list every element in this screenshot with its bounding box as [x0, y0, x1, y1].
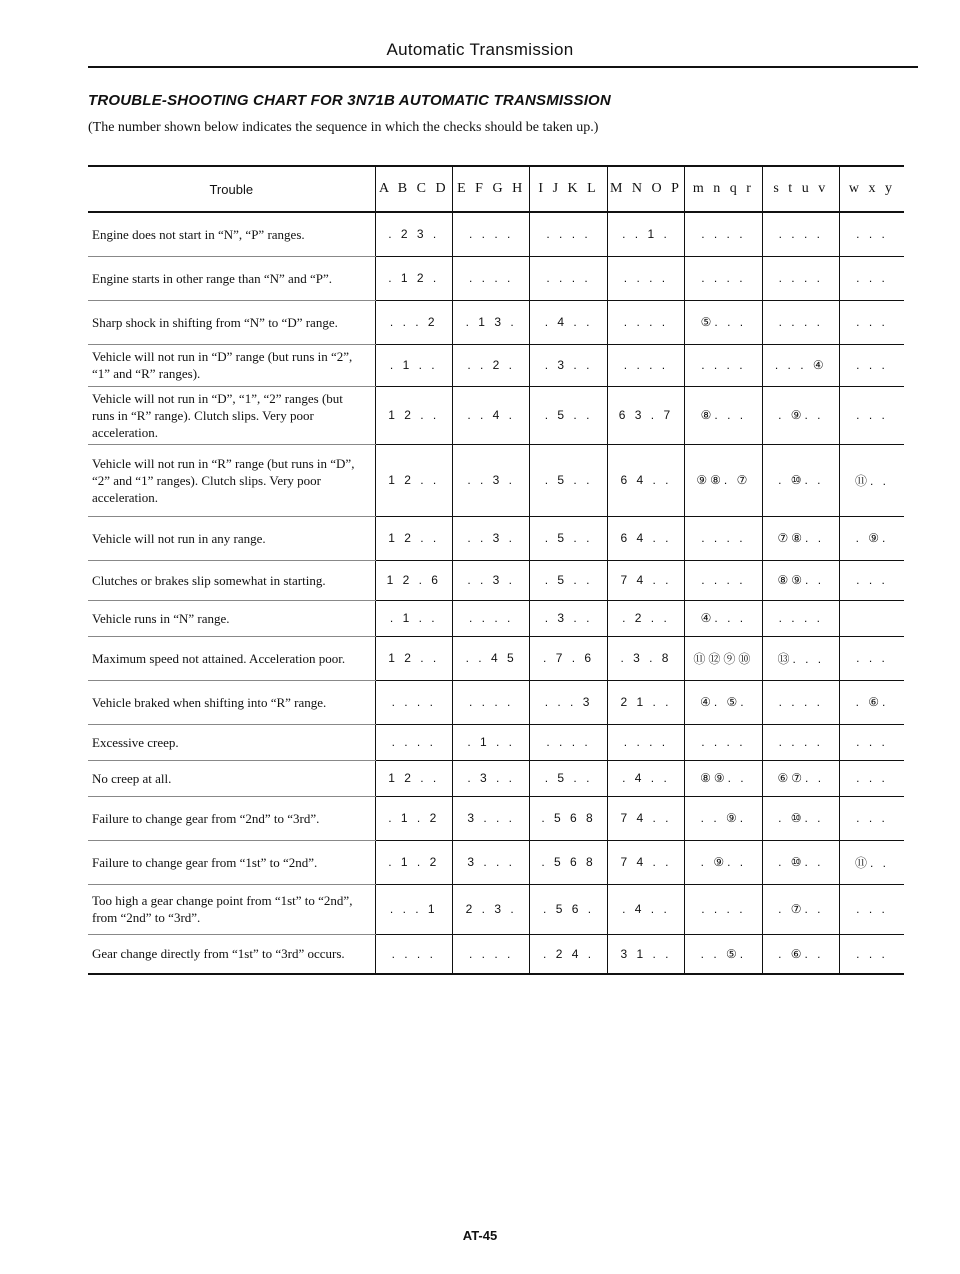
check-sequence-cell: . 5 6 8: [530, 796, 607, 840]
check-sequence-cell: . . . .: [762, 724, 839, 760]
check-sequence-cell: . ⑩. .: [762, 796, 839, 840]
check-sequence-cell: . . . .: [762, 680, 839, 724]
check-sequence-cell: 1 2 . .: [375, 444, 452, 516]
check-sequence-cell: . . 3 .: [452, 560, 529, 600]
check-sequence-cell: . . 4 .: [452, 386, 529, 444]
check-group-header: A B C D: [375, 166, 452, 212]
table-row: [88, 560, 904, 600]
check-sequence-cell: . . .: [839, 212, 904, 256]
check-sequence-cell: ⑪⑫⑨⑩: [685, 636, 762, 680]
check-group-header: w x y: [839, 166, 904, 212]
check-sequence-cell: . ⑨.: [839, 516, 904, 560]
check-sequence-cell: . . . .: [452, 600, 529, 636]
table-row: [88, 636, 904, 680]
trouble-description: Vehicle will not run in “D”, “1”, “2” ranges (but runs in “R” range). Clutch slips. Very poor acceleration.: [88, 386, 375, 444]
table-row: [88, 256, 904, 300]
check-sequence-cell: . . . .: [607, 256, 684, 300]
table-row: [88, 600, 904, 636]
check-sequence-cell: [839, 600, 904, 636]
trouble-description: Vehicle will not run in any range.: [88, 516, 375, 560]
check-sequence-cell: . 2 . .: [607, 600, 684, 636]
check-sequence-cell: . . . .: [762, 300, 839, 344]
check-sequence-cell: 3 . . .: [452, 840, 529, 884]
check-sequence-cell: . . .: [839, 300, 904, 344]
table-row: [88, 884, 904, 934]
check-sequence-cell: . 3 . .: [530, 344, 607, 386]
check-sequence-cell: . . . .: [607, 344, 684, 386]
check-sequence-cell: . . . .: [607, 724, 684, 760]
check-sequence-cell: . . .: [839, 386, 904, 444]
check-sequence-cell: 6 3 . 7: [607, 386, 684, 444]
check-sequence-cell: . 1 . .: [452, 724, 529, 760]
trouble-description: Too high a gear change point from “1st” to “2nd”, from “2nd” to “3rd”.: [88, 884, 375, 934]
check-sequence-cell: . . ⑤.: [685, 934, 762, 974]
trouble-description: Excessive creep.: [88, 724, 375, 760]
check-sequence-cell: ⑪. .: [839, 444, 904, 516]
check-sequence-cell: . 5 . .: [530, 560, 607, 600]
table-row: [88, 344, 904, 386]
check-sequence-cell: . 3 . .: [452, 760, 529, 796]
check-sequence-cell: 3 . . .: [452, 796, 529, 840]
table-row: [88, 300, 904, 344]
check-sequence-cell: 1 2 . .: [375, 516, 452, 560]
check-sequence-cell: . . . .: [685, 724, 762, 760]
check-sequence-cell: ⑪. .: [839, 840, 904, 884]
table-row: [88, 444, 904, 516]
check-sequence-cell: . . . .: [530, 256, 607, 300]
check-sequence-cell: . . . .: [685, 256, 762, 300]
trouble-description: Gear change directly from “1st” to “3rd” occurs.: [88, 934, 375, 974]
header-rule: [88, 66, 918, 68]
check-sequence-cell: . . .: [839, 636, 904, 680]
trouble-description: Clutches or brakes slip somewhat in starting.: [88, 560, 375, 600]
check-sequence-cell: . . .: [839, 560, 904, 600]
trouble-description: No creep at all.: [88, 760, 375, 796]
table-row: [88, 724, 904, 760]
trouble-description: Failure to change gear from “2nd” to “3rd”.: [88, 796, 375, 840]
page-number: AT-45: [462, 1228, 498, 1243]
check-sequence-cell: . 3 . .: [530, 600, 607, 636]
check-sequence-cell: . . .: [839, 256, 904, 300]
check-sequence-cell: . 1 . .: [375, 344, 452, 386]
check-sequence-cell: . . . .: [607, 300, 684, 344]
table-row: [88, 386, 904, 444]
check-sequence-cell: . ⑦. .: [762, 884, 839, 934]
check-sequence-cell: 2 . 3 .: [452, 884, 529, 934]
check-sequence-cell: . 7 . 6: [530, 636, 607, 680]
check-sequence-cell: 7 4 . .: [607, 560, 684, 600]
check-sequence-cell: . 1 3 .: [452, 300, 529, 344]
check-sequence-cell: . . . .: [530, 724, 607, 760]
check-sequence-cell: . . . .: [685, 344, 762, 386]
check-sequence-cell: . 1 . 2: [375, 840, 452, 884]
check-sequence-cell: . ⑩. .: [762, 444, 839, 516]
check-sequence-cell: . . 3 .: [452, 516, 529, 560]
check-sequence-cell: . . . .: [375, 934, 452, 974]
check-sequence-cell: ⑧. . .: [685, 386, 762, 444]
check-sequence-cell: . 1 . .: [375, 600, 452, 636]
table-row: [88, 796, 904, 840]
table-row: [88, 680, 904, 724]
check-group-header: s t u v: [762, 166, 839, 212]
check-sequence-cell: ④. ⑤.: [685, 680, 762, 724]
check-sequence-cell: . . . .: [762, 256, 839, 300]
check-sequence-cell: ⑥⑦. .: [762, 760, 839, 796]
check-sequence-cell: 2 1 . .: [607, 680, 684, 724]
check-sequence-cell: . . . .: [685, 560, 762, 600]
check-group-header: m n q r: [685, 166, 762, 212]
check-sequence-cell: . . . .: [762, 600, 839, 636]
check-group-header: E F G H: [452, 166, 529, 212]
trouble-description: Vehicle runs in “N” range.: [88, 600, 375, 636]
check-sequence-cell: . 1 2 .: [375, 256, 452, 300]
trouble-description: Engine does not start in “N”, “P” ranges.: [88, 212, 375, 256]
chart-title: TROUBLE-SHOOTING CHART FOR 3N71B AUTOMATIC TRANSMISSION: [88, 92, 611, 109]
check-sequence-cell: . . .: [839, 796, 904, 840]
check-sequence-cell: . . . 2: [375, 300, 452, 344]
check-sequence-cell: 6 4 . .: [607, 516, 684, 560]
check-sequence-cell: . . 1 .: [607, 212, 684, 256]
check-sequence-cell: . . . .: [375, 680, 452, 724]
check-sequence-cell: . . 2 .: [452, 344, 529, 386]
table-row: [88, 840, 904, 884]
check-sequence-cell: . 5 . .: [530, 386, 607, 444]
table-row: [88, 212, 904, 256]
trouble-description: Failure to change gear from “1st” to “2nd”.: [88, 840, 375, 884]
check-sequence-cell: 1 2 . .: [375, 386, 452, 444]
check-group-header: M N O P: [607, 166, 684, 212]
check-sequence-cell: . . .: [839, 344, 904, 386]
check-sequence-cell: . . . .: [452, 680, 529, 724]
trouble-shooting-table: [88, 165, 904, 975]
check-sequence-cell: ④. . .: [685, 600, 762, 636]
check-sequence-cell: ⑧⑨. .: [762, 560, 839, 600]
check-sequence-cell: . . . .: [685, 884, 762, 934]
check-sequence-cell: ⑨⑧. ⑦: [685, 444, 762, 516]
check-sequence-cell: . . . .: [685, 212, 762, 256]
check-sequence-cell: . . . .: [530, 212, 607, 256]
check-sequence-cell: . . . .: [375, 724, 452, 760]
check-sequence-cell: . . . .: [685, 516, 762, 560]
check-sequence-cell: . . . .: [452, 256, 529, 300]
check-sequence-cell: . 1 . 2: [375, 796, 452, 840]
running-title: Automatic Transmission: [386, 40, 574, 59]
check-sequence-cell: 1 2 . .: [375, 760, 452, 796]
trouble-column-header: Trouble: [88, 166, 375, 212]
check-sequence-cell: ⑧⑨. .: [685, 760, 762, 796]
check-sequence-cell: . ⑨. .: [762, 386, 839, 444]
check-sequence-cell: 1 2 . 6: [375, 560, 452, 600]
table-header-row: [88, 166, 904, 212]
check-sequence-cell: . ⑥.: [839, 680, 904, 724]
trouble-description: Vehicle will not run in “R” range (but runs in “D”, “2” and “1” ranges). Clutch slips. Very poor acceleration.: [88, 444, 375, 516]
trouble-description: Sharp shock in shifting from “N” to “D” range.: [88, 300, 375, 344]
check-sequence-cell: 1 2 . .: [375, 636, 452, 680]
check-sequence-cell: . . .: [839, 724, 904, 760]
trouble-description: Engine starts in other range than “N” and “P”.: [88, 256, 375, 300]
check-sequence-cell: 7 4 . .: [607, 796, 684, 840]
check-sequence-cell: . 5 . .: [530, 760, 607, 796]
check-sequence-cell: . . . .: [452, 212, 529, 256]
check-sequence-cell: ⑬. . .: [762, 636, 839, 680]
check-sequence-cell: . ⑥. .: [762, 934, 839, 974]
check-sequence-cell: . 4 . .: [530, 300, 607, 344]
chart-note: (The number shown below indicates the sequence in which the checks should be taken up.): [88, 120, 599, 135]
check-sequence-cell: . . . .: [762, 212, 839, 256]
check-sequence-cell: ⑦⑧. .: [762, 516, 839, 560]
check-sequence-cell: 6 4 . .: [607, 444, 684, 516]
trouble-description: Maximum speed not attained. Acceleration poor.: [88, 636, 375, 680]
check-sequence-cell: . 5 6 .: [530, 884, 607, 934]
check-sequence-cell: . . . ④: [762, 344, 839, 386]
check-sequence-cell: . 4 . .: [607, 760, 684, 796]
table-row: [88, 760, 904, 796]
check-sequence-cell: . ⑨. .: [685, 840, 762, 884]
check-sequence-cell: . 2 3 .: [375, 212, 452, 256]
check-sequence-cell: . 4 . .: [607, 884, 684, 934]
check-sequence-cell: . . . 1: [375, 884, 452, 934]
check-sequence-cell: . . 3 .: [452, 444, 529, 516]
check-sequence-cell: ⑤. . .: [685, 300, 762, 344]
check-sequence-cell: . . 4 5: [452, 636, 529, 680]
check-sequence-cell: . . . .: [452, 934, 529, 974]
table-row: [88, 934, 904, 974]
check-sequence-cell: . 5 . .: [530, 516, 607, 560]
check-sequence-cell: . . ⑨.: [685, 796, 762, 840]
check-sequence-cell: . 5 . .: [530, 444, 607, 516]
check-group-header: I J K L: [530, 166, 607, 212]
check-sequence-cell: . . .: [839, 934, 904, 974]
check-sequence-cell: . 3 . 8: [607, 636, 684, 680]
check-sequence-cell: . 2 4 .: [530, 934, 607, 974]
table-row: [88, 516, 904, 560]
trouble-description: Vehicle will not run in “D” range (but runs in “2”, “1” and “R” ranges).: [88, 344, 375, 386]
check-sequence-cell: . ⑩. .: [762, 840, 839, 884]
check-sequence-cell: . . . 3: [530, 680, 607, 724]
check-sequence-cell: . . .: [839, 760, 904, 796]
check-sequence-cell: . 5 6 8: [530, 840, 607, 884]
check-sequence-cell: 7 4 . .: [607, 840, 684, 884]
check-sequence-cell: 3 1 . .: [607, 934, 684, 974]
check-sequence-cell: . . .: [839, 884, 904, 934]
trouble-description: Vehicle braked when shifting into “R” range.: [88, 680, 375, 724]
